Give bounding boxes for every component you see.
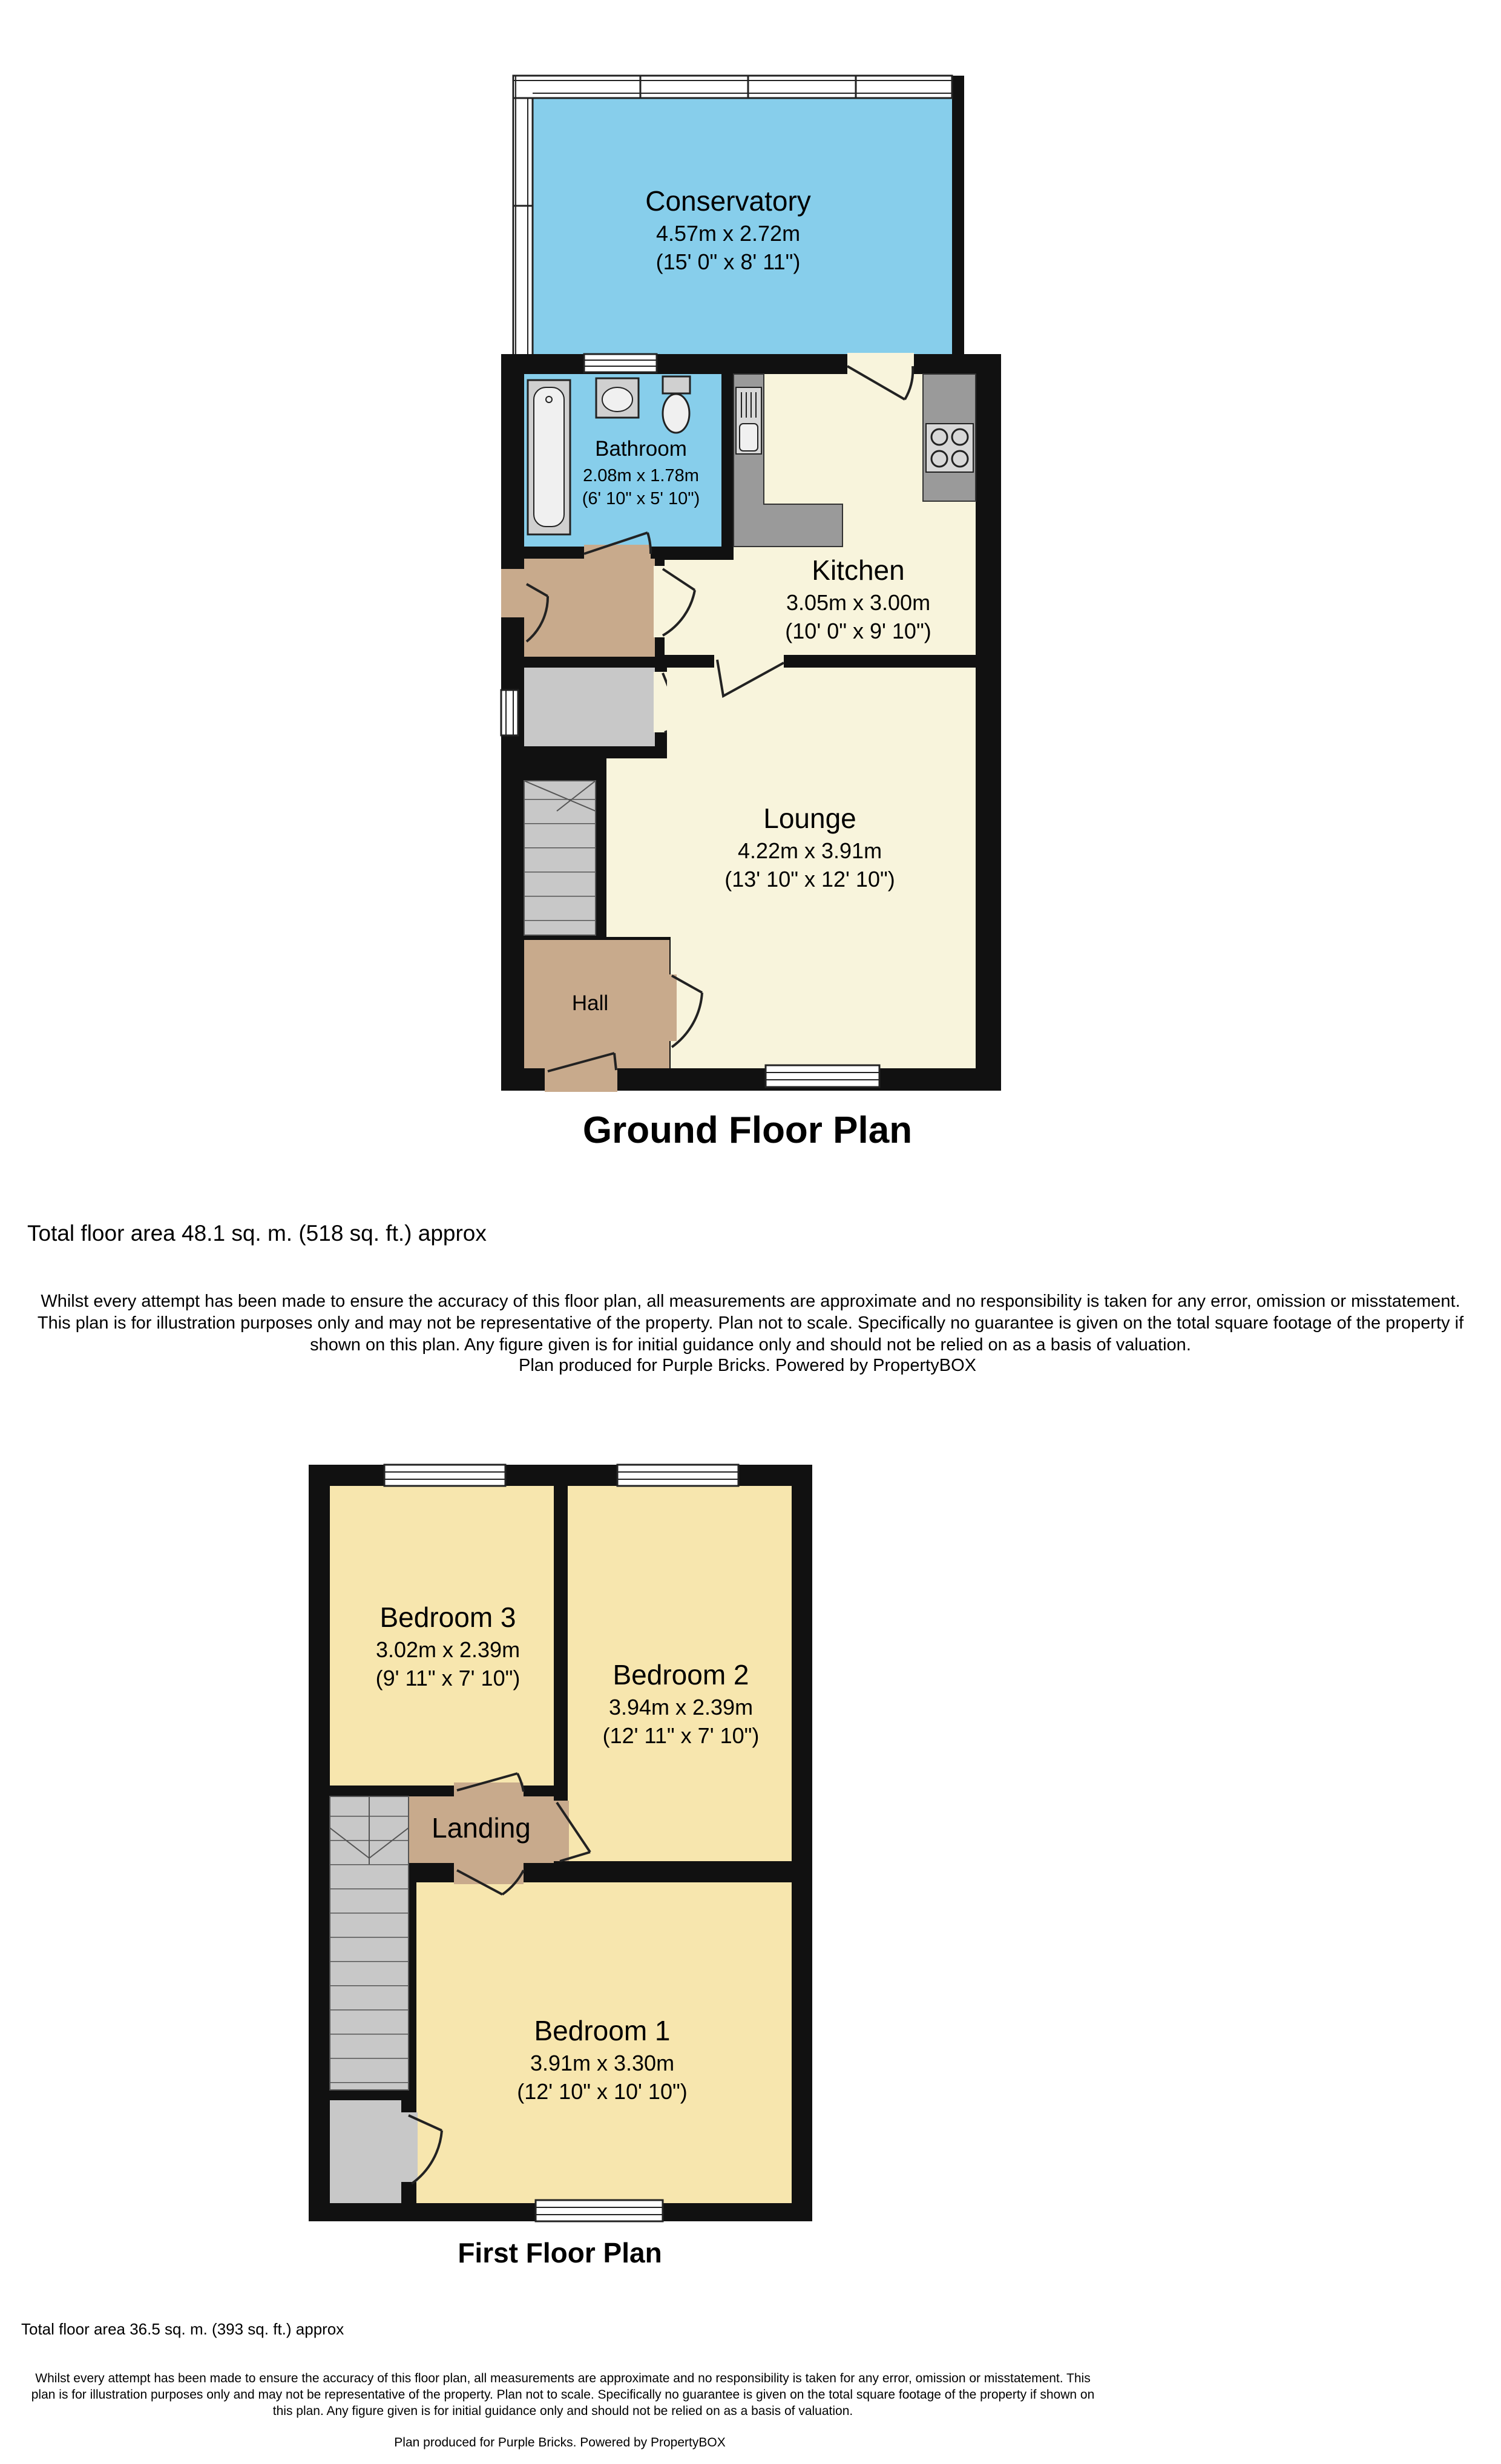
bedroom-1-cupboard xyxy=(330,2100,401,2203)
room-dimensions-imperial: (6' 10" x 5' 10") xyxy=(582,489,700,508)
room-name-kitchen: Kitchen xyxy=(812,554,905,586)
room-name-bedroom-1: Bedroom 1 xyxy=(534,2015,671,2046)
room-dimensions-metric: 4.57m x 2.72m xyxy=(655,221,801,246)
room-name-lounge: Lounge xyxy=(763,803,856,834)
ground-floor-disclaimer: Whilst every attempt has been made to ensure the accuracy of this floor plan, all measurements are approximate and no responsibility is taken for any error, omission or misstatement. This plan is for illustration purposes only and may not be representative of the property. Plan not to scale. Specifically no guarantee is given on the total square footage of the property if shown on this plan. Any figure given is for initial guidance only and should not be relied on as a basis of valuation. xyxy=(37,1292,1464,1355)
room-name-bedroom-2: Bedroom 2 xyxy=(613,1659,749,1690)
room-name-hall: Hall xyxy=(571,991,609,1015)
room-dimensions-metric: 2.08m x 1.78m xyxy=(583,466,699,485)
room-dimensions-imperial: (12' 11" x 7' 10") xyxy=(602,1723,760,1748)
room-dimensions-imperial: (9' 11" x 7' 10") xyxy=(375,1666,521,1690)
room-dimensions-metric: 3.02m x 2.39m xyxy=(375,1637,521,1662)
kitchen-hob xyxy=(926,424,973,472)
ground-floor-credit: Plan produced for Purple Bricks. Powered by PropertyBOX xyxy=(519,1356,976,1375)
window xyxy=(617,1465,738,1486)
room-name-landing: Landing xyxy=(432,1812,531,1844)
ground-floor-stairs xyxy=(524,781,596,935)
room-name-bedroom-3: Bedroom 3 xyxy=(379,1602,516,1633)
bathtub xyxy=(528,380,570,534)
window xyxy=(584,354,657,372)
under-stairs-cupboard xyxy=(524,668,655,746)
first-floor-total-area: Total floor area 36.5 sq. m. (393 sq. ft.) approx xyxy=(21,2320,344,2338)
room-dimensions-imperial: (13' 10" x 12' 10") xyxy=(724,867,895,892)
ground-floor-total-area: Total floor area 48.1 sq. m. (518 sq. ft.) approx xyxy=(27,1221,487,1246)
first-floor-stairs xyxy=(330,1796,409,2090)
first-floor-plan xyxy=(309,1465,812,2221)
window xyxy=(384,1465,505,1486)
first-floor-title: First Floor Plan xyxy=(458,2237,662,2269)
room-dimensions-imperial: (12' 10" x 10' 10") xyxy=(517,2079,688,2104)
washbasin xyxy=(596,378,639,418)
room-dimensions-imperial: (15' 0" x 8' 11") xyxy=(655,249,801,274)
window xyxy=(536,2200,663,2221)
toilet xyxy=(663,376,690,433)
room-dimensions-imperial: (10' 0" x 9' 10") xyxy=(785,619,931,643)
window xyxy=(766,1065,879,1087)
first-floor-disclaimer: Whilst every attempt has been made to ensure the accuracy of this floor plan, all measurements are approximate and no responsibility is taken for any error, omission or misstatement. This plan is for illustration purposes only and may not be representative of the property. Plan not to scale. Specifically no guarantee is given on the total square footage of the property if shown on this plan. Any figure given is for initial guidance only and should not be relied on as a basis of valuation. xyxy=(31,2371,1095,2418)
conservatory-room xyxy=(513,76,964,364)
ground-floor-title: Ground Floor Plan xyxy=(582,1109,913,1151)
kitchen-sink xyxy=(736,387,761,454)
bedroom-3-room xyxy=(330,1486,554,1786)
room-dimensions-metric: 3.91m x 3.30m xyxy=(530,2051,675,2075)
room-dimensions-metric: 3.94m x 2.39m xyxy=(608,1695,754,1720)
room-name-bathroom: Bathroom xyxy=(595,437,687,461)
first-floor-credit: Plan produced for Purple Bricks. Powered by PropertyBOX xyxy=(394,2436,726,2449)
room-name-conservatory: Conservatory xyxy=(645,185,811,217)
room-dimensions-metric: 3.05m x 3.00m xyxy=(786,590,931,615)
utility-cupboard xyxy=(524,559,655,657)
room-dimensions-metric: 4.22m x 3.91m xyxy=(737,838,882,863)
